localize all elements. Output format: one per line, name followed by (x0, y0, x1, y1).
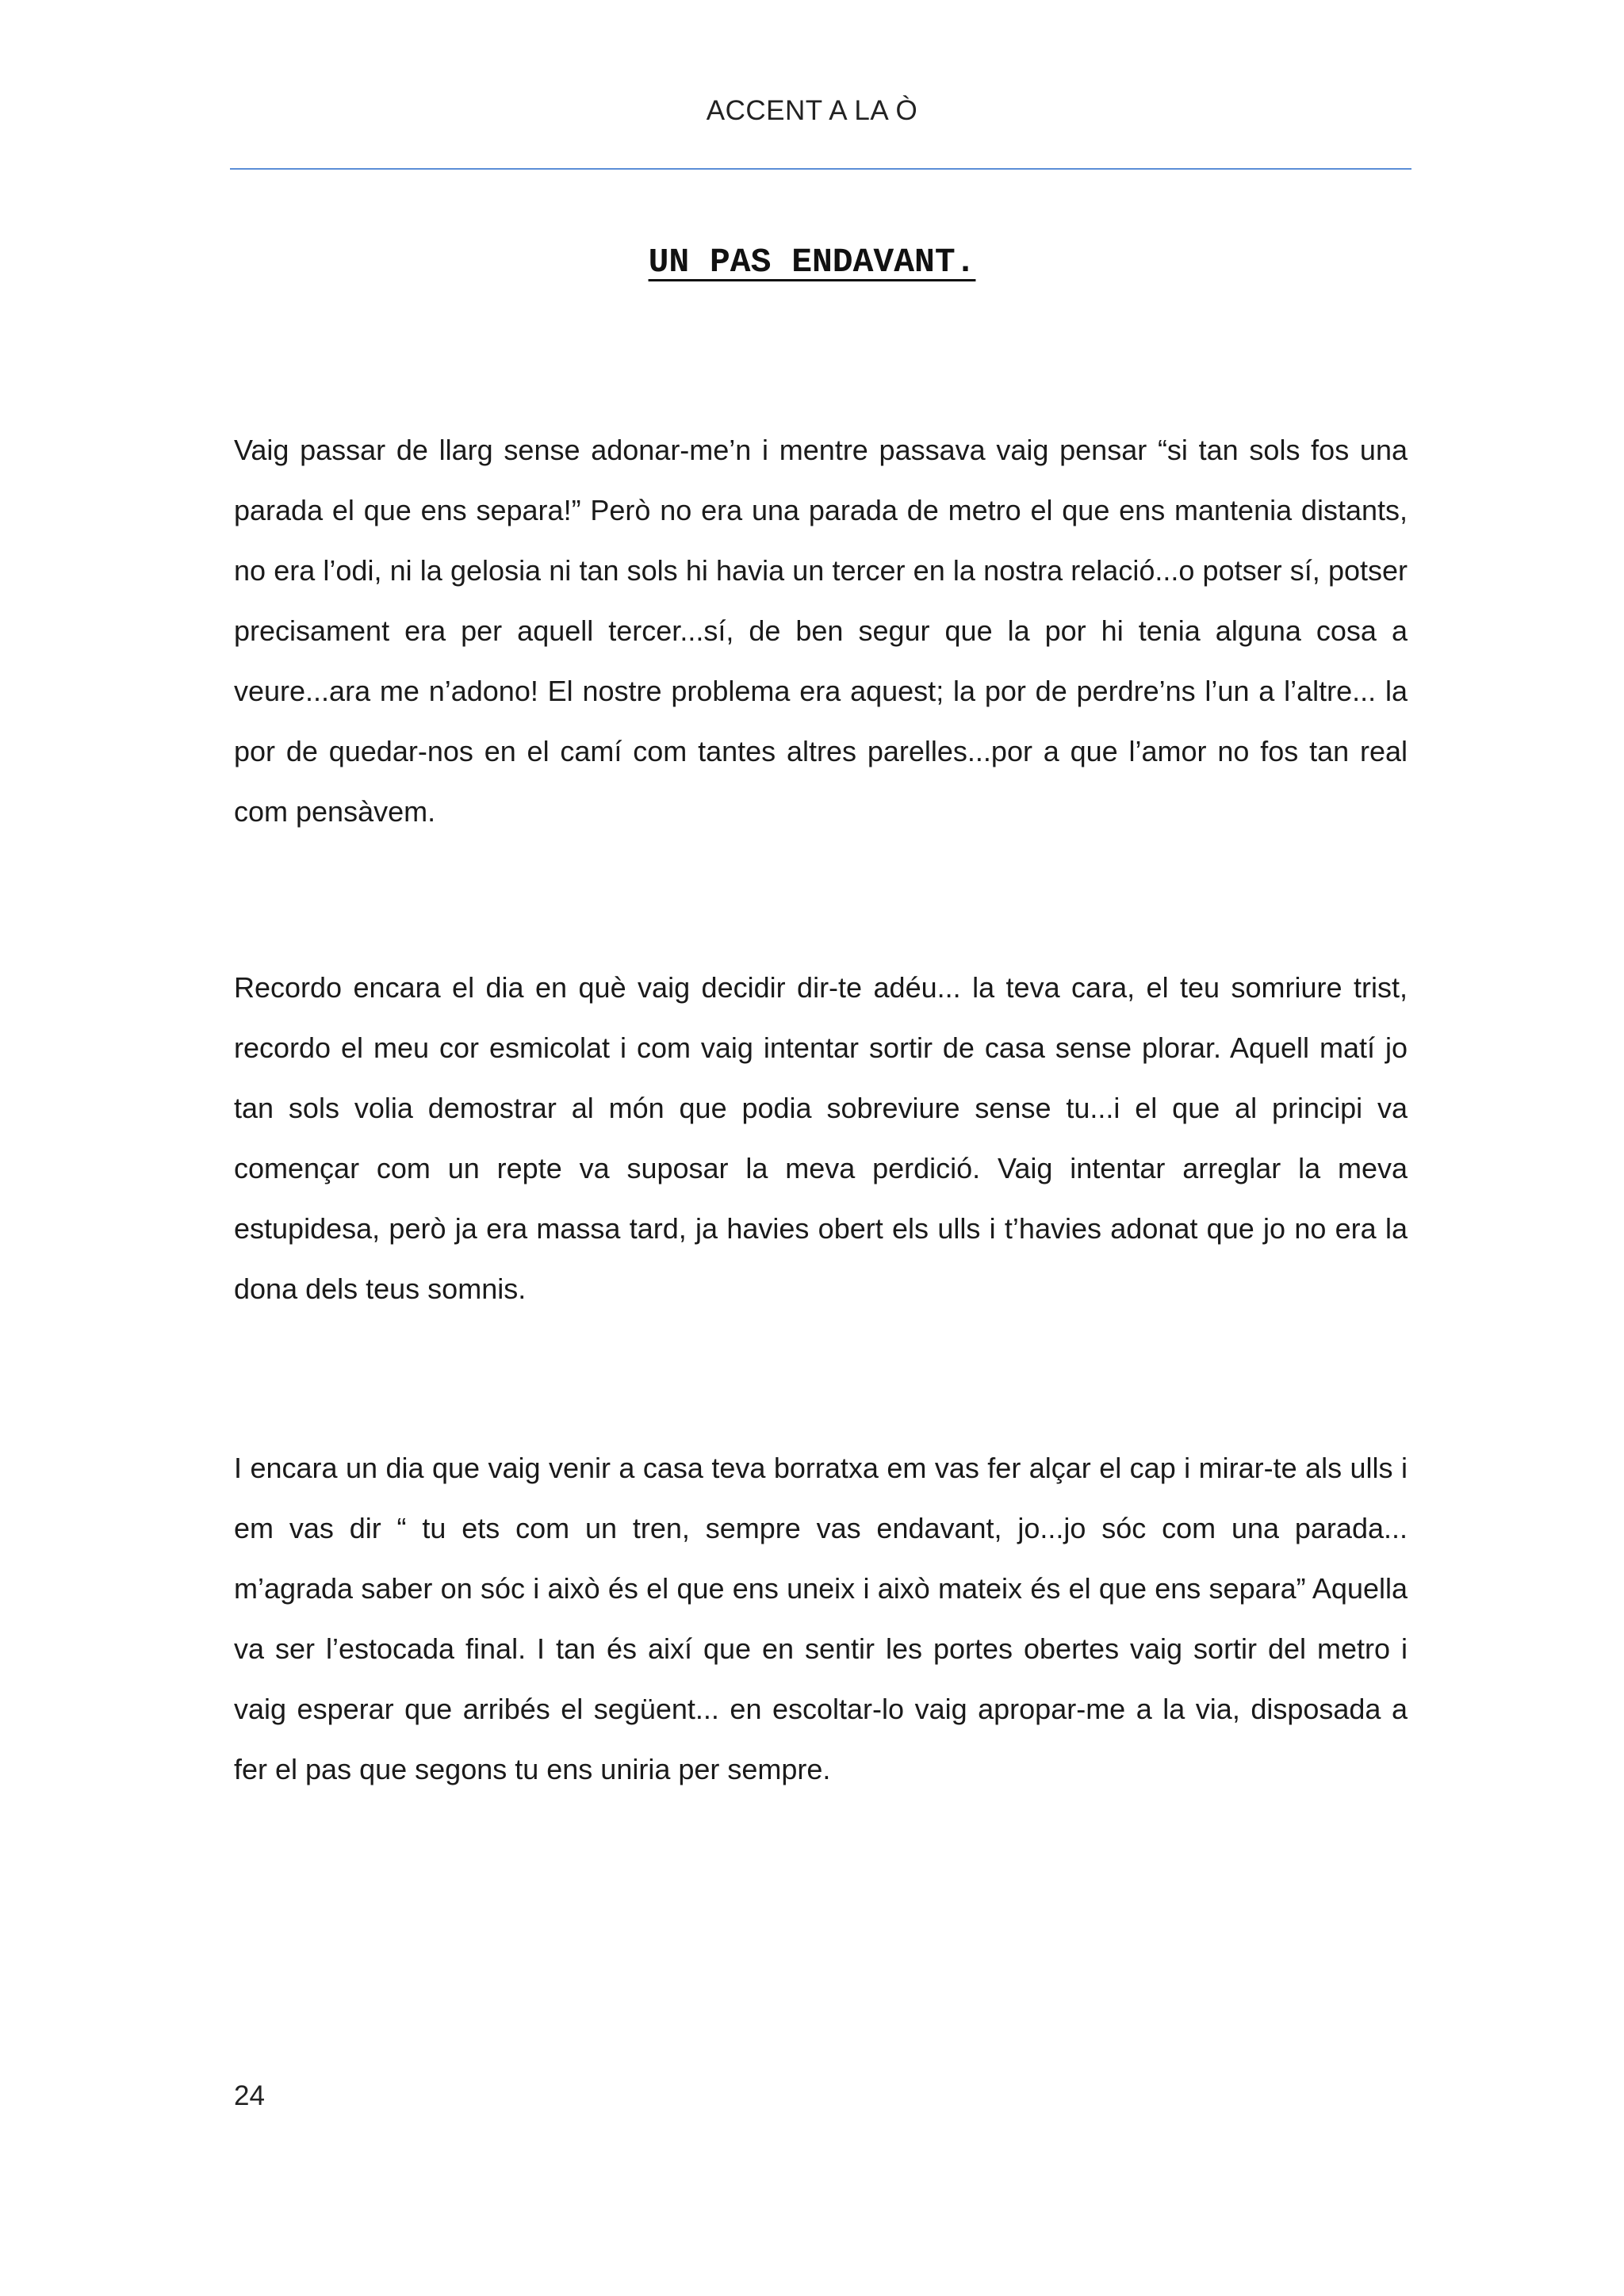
paragraph-1: Vaig passar de llarg sense adonar-me’n i mentre passava vaig pensar “si tan sols fos una parada el que ens separa!” Però no era una parada de metro el que ens mantenia distants, no era l’odi, ni la gelosia ni tan sols hi havia un tercer en la nostra relació...o potser sí, potser precisament era per aquell tercer...sí, de ben segur que la por hi tenia alguna cosa a veure...ara me n’adono! El nostre problema era aquest; la por de perdre’ns l’un a l’altre... la por de quedar-nos en el camí com tantes altres parelles...por a que l’amor no fos tan real com pensàvem. (234, 434, 1408, 828)
page-number: 24 (234, 2080, 265, 2111)
paragraph-3: I encara un dia que vaig venir a casa teva borratxa em vas fer alçar el cap i mirar-te als ulls i em vas dir “ tu ets com un tren, sempre vas endavant, jo...jo sóc com una parada... m’agrada saber on sóc i això és el que ens uneix i això mateix és el que ens separa” Aquella va ser l’estocada final. I tan és així que en sentir les portes obertes vaig sortir del metro i vaig esperar que arribés el següent... en escoltar-lo vaig apropar-me a la via, disposada a fer el pas que segons tu ens uniria per sempre. (234, 1452, 1408, 1785)
story-title (0, 243, 1624, 281)
header-divider (230, 168, 1411, 170)
running-header: ACCENT A LA Ò (706, 95, 918, 126)
paragraph-2: Recordo encara el dia en què vaig decidir dir-te adéu... la teva cara, el teu somriure trist, recordo el meu cor esmicolat i com vaig intentar sortir de casa sense plorar. Aquell matí jo tan sols volia demostrar al món que podia sobreviure sense tu...i el que al principi va començar com un repte va suposar la meva perdició. Vaig intentar arreglar la meva estupidesa, però ja era massa tard, ja havies obert els ulls i t’havies adonat que jo no era la dona dels teus somnis. (234, 971, 1408, 1305)
story-title-text: UN PAS ENDAVANT. (648, 243, 976, 281)
